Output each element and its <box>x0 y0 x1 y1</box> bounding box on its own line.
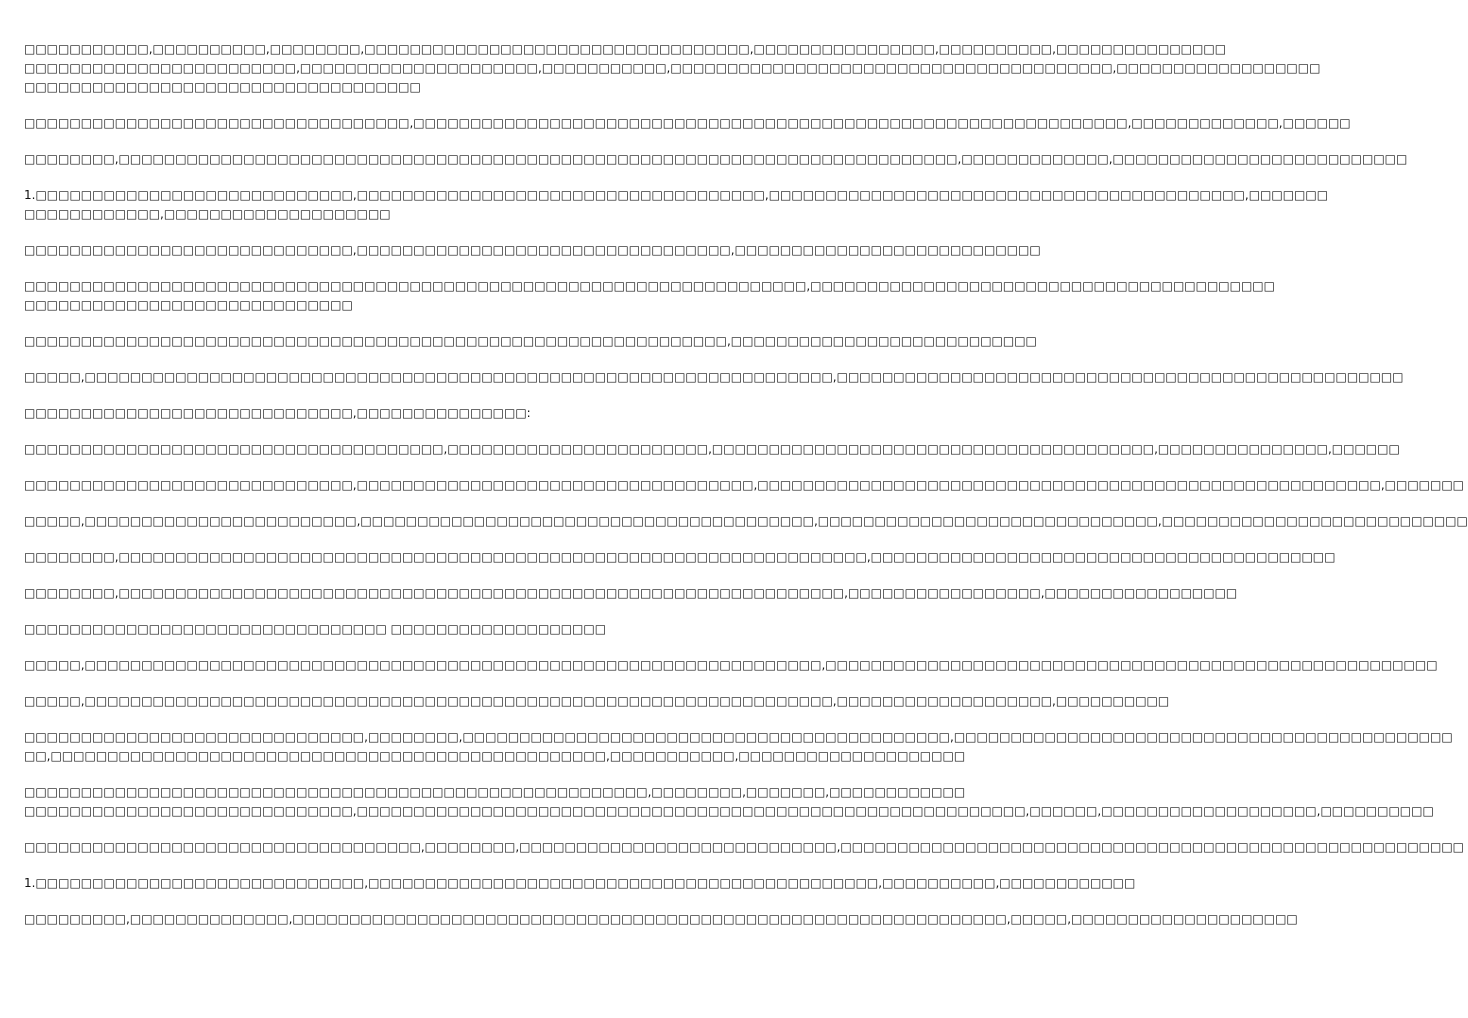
text-line: □□□□□□□□□□□□□□□□□□□□□□□□□□□□□□□□ □□□□□□□□□□□□□□□□□□□ <box>24 622 607 636</box>
paragraph <box>24 440 1400 459</box>
text-line: 1.□□□□□□□□□□□□□□□□□□□□□□□□□□□□□,□□□□□□□□□□□□□□□□□□□□□□□□□□□□□□□□□□□□□□□□□□□□□,□□□□□□□□□□,□□□□□□□□□□□□ <box>24 876 1136 890</box>
paragraph <box>24 368 1404 387</box>
paragraph <box>24 114 1351 133</box>
text-line: □□,□□□□□□□□□□□□□□□□□□□□□□□□□□□□□□□□□□□□□□□□□□□□□□□□□,□□□□□□□□□□□,□□□□□□□□□□□□□□□□□□□□ <box>24 749 966 763</box>
text-line: □□□□□□□□□□□,□□□□□□□□□□,□□□□□□□□,□□□□□□□□□□□□□□□□□□□□□□□□□□□□□□□□□□,□□□□□□□□□□□□□□□□,□□□□□□□□□□,□□□□□□□□□□□□□□□ <box>24 42 1227 56</box>
text-line: 1.□□□□□□□□□□□□□□□□□□□□□□□□□□□□,□□□□□□□□□□□□□□□□□□□□□□□□□□□□□□□□□□□□,□□□□□□□□□□□□□□□□□□□□□□□□□□□□□□□□□□□□□□□□□□,□□□□□□□ <box>24 188 1329 202</box>
paragraph <box>24 783 1434 821</box>
paragraph <box>24 656 1438 675</box>
text-line: □□□□□□□□□□□□□□□□□□□□□□□□□□□□□,□□□□□□□□□□□□□□□□□□□□□□□□□□□□□□□□□,□□□□□□□□□□□□□□□□□□□□□□□□□□□ <box>24 243 1041 257</box>
paragraph <box>24 150 1408 169</box>
document-page <box>24 40 1468 946</box>
paragraph <box>24 277 1275 315</box>
text-line: □□□□□□□□□□□□□□□□□□□□□□□□□□□□□□□□□□□□□□□□□□□□□□□□□□□□□□□□□□□□□□□□□□□□□,□□□□□□□□□□□□□□□□□□□□□□□□□□□□□□□□□□□□□□□□□ <box>24 279 1275 293</box>
paragraph <box>24 692 1170 711</box>
text-line: □□□□□□□□□,□□□□□□□□□□□□□□,□□□□□□□□□□□□□□□□□□□□□□□□□□□□□□□□□□□□□□□□□□□□□□□□□□□□□□□□□□□□□□□,□□□□□,□□□□□□□□□□□□□□□□□□□□ <box>24 912 1298 926</box>
paragraph <box>24 838 1465 857</box>
text-line: □□□□□□□□,□□□□□□□□□□□□□□□□□□□□□□□□□□□□□□□□□□□□□□□□□□□□□□□□□□□□□□□□□□□□□□□□□□,□□□□□□□□□□□□□□□□□□□□□□□□□□□□□□□□□□□□□□□□□ <box>24 550 1336 564</box>
text-line: □□□□□□□□□□□□,□□□□□□□□□□□□□□□□□□□□ <box>24 207 391 221</box>
text-line: □□□□□□□□□□□□□□□□□□□□□□□□□□□□□□□□□□□□□□□□□□□□□□□□□□□□□□□,□□□□□□□□,□□□□□□□,□□□□□□□□□□□□ <box>24 785 966 799</box>
paragraph <box>24 512 1468 531</box>
paragraph <box>24 620 720 639</box>
text-line: □□□□□□□□,□□□□□□□□□□□□□□□□□□□□□□□□□□□□□□□□□□□□□□□□□□□□□□□□□□□□□□□□□□□□□□□□,□□□□□□□□□□□□□□□□□,□□□□□□□□□□□□□□□□□ <box>24 586 1238 600</box>
text-line: □□□□□□□□□□□□□□□□□□□□□□□□□□□□□□□□□□□ <box>24 80 421 94</box>
paragraph <box>24 548 1336 567</box>
paragraph <box>24 404 720 423</box>
text-line: □□□□□,□□□□□□□□□□□□□□□□□□□□□□□□□□□□□□□□□□□□□□□□□□□□□□□□□□□□□□□□□□□□□□□□□□,□□□□□□□□□□□□□□□□□□□,□□□□□□□□□□ <box>24 694 1170 708</box>
text-line: □□□□□□□□□□□□□□□□□□□□□□□□□□□□□,□□□□□□□□□□□□□□□□□□□□□□□□□□□□□□□□□□□,□□□□□□□□□□□□□□□□□□□□□□□□□□□□□□□□□□□□□□□□□□□□□□□□□□□□□□□,□□□□□□□ <box>24 478 1465 492</box>
text-line: □□□□□,□□□□□□□□□□□□□□□□□□□□□□□□□□□□□□□□□□□□□□□□□□□□□□□□□□□□□□□□□□□□□□□□□,□□□□□□□□□□□□□□□□□□□□□□□□□□□□□□□□□□□□□□□□□□□□□□□□□□□□□□ <box>24 658 1438 672</box>
paragraph <box>24 910 1298 929</box>
paragraph <box>24 476 1465 495</box>
paragraph <box>24 874 1136 893</box>
text-line: □□□□□□□□□□□□□□□□□□□□□□□□□□□□□ <box>24 298 353 312</box>
paragraph <box>24 332 1037 351</box>
text-line: □□□□□□□□,□□□□□□□□□□□□□□□□□□□□□□□□□□□□□□□□□□□□□□□□□□□□□□□□□□□□□□□□□□□□□□□□□□□□□□□□□□,□□□□□□□□□□□□□,□□□□□□□□□□□□□□□□□□□□□□□□□□ <box>24 152 1408 166</box>
paragraph <box>24 186 1329 224</box>
paragraph <box>24 584 1238 603</box>
paragraph <box>24 40 1321 97</box>
text-line: □□□□□□□□□□□□□□□□□□□□□□□□□□□□□□,□□□□□□□□,□□□□□□□□□□□□□□□□□□□□□□□□□□□□□□□□□□□□□□□□□□□,□□□□□□□□□□□□□□□□□□□□□□□□□□□□□□□□□□□□□□□□□□□□ <box>24 730 1453 744</box>
text-line: □□□□□,□□□□□□□□□□□□□□□□□□□□□□□□,□□□□□□□□□□□□□□□□□□□□□□□□□□□□□□□□□□□□□□□□,□□□□□□□□□□□□□□□□□□□□□□□□□□□□□□,□□□□□□□□□□□□□□□□□□□□□□□□□□□ <box>24 514 1468 528</box>
text-line: □□□□□□□□□□□□□□□□□□□□□□□□□□□□□□□□□□□□□□□□□□□□□□□□□□□□□□□□□□□□□□,□□□□□□□□□□□□□□□□□□□□□□□□□□□ <box>24 334 1037 348</box>
text-line: □□□□□□□□□□□□□□□□□□□□□□□□□□□□□,□□□□□□□□□□□□□□□□□□□□□□□□□□□□□□□□□□□□□□□□□□□□□□□□□□□□□□□□□□□,□□□□□□,□□□□□□□□□□□□□□□□□□□,□□□□□□□□□□ <box>24 804 1434 818</box>
text-line: □□□□□□□□□□□□□□□□□□□□□□□□,□□□□□□□□□□□□□□□□□□□□□,□□□□□□□□□□□,□□□□□□□□□□□□□□□□□□□□□□□□□□□□□□□□□□□□□□□,□□□□□□□□□□□□□□□□□□ <box>24 61 1321 75</box>
text-line: □□□□□□□□□□□□□□□□□□□□□□□□□□□□□□□□□□□□□,□□□□□□□□□□□□□□□□□□□□□□□,□□□□□□□□□□□□□□□□□□□□□□□□□□□□□□□□□□□□□□□,□□□□□□□□□□□□□□□,□□□□□□ <box>24 442 1400 456</box>
paragraph <box>24 241 1041 260</box>
text-line: □□□□□,□□□□□□□□□□□□□□□□□□□□□□□□□□□□□□□□□□□□□□□□□□□□□□□□□□□□□□□□□□□□□□□□□□,□□□□□□□□□□□□□□□□□□□□□□□□□□□□□□□□□□□□□□□□□□□□□□□□□□ <box>24 370 1404 384</box>
paragraph <box>24 728 1453 766</box>
text-line: □□□□□□□□□□□□□□□□□□□□□□□□□□□□□,□□□□□□□□□□□□□□□: <box>24 406 531 420</box>
text-line: □□□□□□□□□□□□□□□□□□□□□□□□□□□□□□□□□□□,□□□□□□□□,□□□□□□□□□□□□□□□□□□□□□□□□□□□□,□□□□□□□□□□□□□□□□□□□□□□□□□□□□□□□□□□□□□□□□□□□□□□□□□□□□□□□ <box>24 840 1465 854</box>
text-line: □□□□□□□□□□□□□□□□□□□□□□□□□□□□□□□□□□,□□□□□□□□□□□□□□□□□□□□□□□□□□□□□□□□□□□□□□□□□□□□□□□□□□□□□□□□□□□□□□□,□□□□□□□□□□□□□,□□□□□□ <box>24 116 1351 130</box>
